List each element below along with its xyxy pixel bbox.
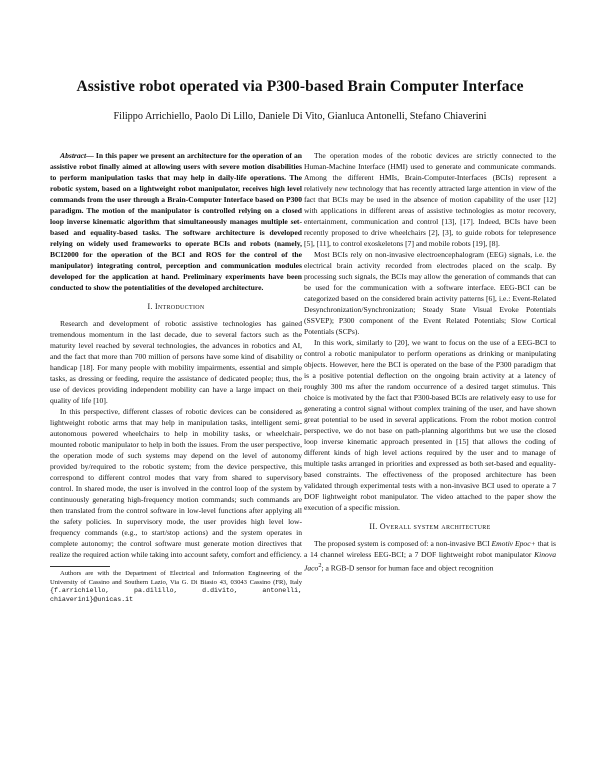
intro-paragraph: In this perspective, different classes of robotic devices can be considered as lightweight robotic arms that may help in manipulation tasks, intelligent semi-autonomous powered wheelchairs to help in mobility tasks, or wheelchair-mounted robotic manipulator to help in both the issues. From the user perspective, the operation mode of such systems may depend on the level of autonomy provided by/required to the robotic system; from the device perspective, this correspond to different control modes that vary from shared to supervisory control. In shared mode, the user is involved in the control loop of the system by continuously generating high-frequency motion commands; such commands are then translated from the control software in low-level functions after applying all the safety policies. In supervisory mode, the user provides high level low-frequency commands (e.g., to start/stop actions) and the system operates in complete autonomy; the control software must generate motion directives that realize the required action while taking into account safety, comfort and efficiency. — [50, 407, 302, 559]
left-column — [50, 150, 302, 604]
overall-paragraph: The proposed system is composed of: a non-invasive BCI Emotiv Epoc+ that is a 14 channel wireless EEG-BCI; a 7 DOF lightweight robot manipulator Kinova Jaco$^2$; a RGB-D sensor for human face and object recognition — [304, 539, 556, 573]
intro-paragraph: Most BCIs rely on non-invasive electroencephalogram (EEG) signals, i.e. the electrical brain activity recorded from electrodes placed on the scalp. By processing such signals, the BCIs may allow the generation of commands that can be used for the communication with a software interface. EEG-BCI can be categorized based on the considered brain activity patterns [6], i.e.: Event-Related Desynchronization/Synchronization; Steady State Visual Evoke Potentials (SSVEP); P300 component of the Event Related Potentials; Slow Cortical Potentials (SCPs). — [304, 250, 556, 336]
abstract-dash: — — [86, 151, 96, 160]
footnote-divider — [50, 566, 110, 567]
paper-authors: Filippo Arrichiello, Paolo Di Lillo, Daniele Di Vito, Gianluca Antonelli, Stefano Chiaverini — [113, 111, 487, 122]
paper-title: Assistive robot operated via P300-based Brain Computer Interface — [76, 78, 524, 95]
abstract-text: In this paper we present an architecture for the operation of an assistive robot finally aimed at allowing users with severe motion disabilities to perform manipulation tasks that may help in daily-life operations. The robotic system, based on a lightweight robot manipulator, receives high level commands from the user through a Brain-Computer Interface based on P300 paradigm. The motion of the manipulator is controlled relying on a closed loop inverse kinematic algorithm that simultaneously manages multiple set-based and equality-based tasks. The software architecture is developed relying on widely used frameworks to operate BCIs and robots (namely, BCI2000 for the operation of the BCI and ROS for the control of the manipulator) integrating control, perception and communication modules developed for the application at hand. Preliminary experiments have been conducted to show the potentialities of the developed architecture. — [50, 151, 303, 292]
footnote-marker: 2 — [318, 562, 322, 569]
author-affiliation-footnote: Authors are with the Department of Electrical and Information Engineering of the University of Cassino and Southern Lazio, Via G. Di Biasio 43, 03043 Cassino (FR), Italy {f.arrichiello, pa.dilillo, d.divito, antonelli, chiaverini}@unicas.it — [50, 570, 302, 603]
intro-paragraph: The operation modes of the robotic devices are strictly connected to the Human-Machine Interface (HMI) used to generate and communicate commands. Among the different HMIs, Brain-Computer-Interfaces (BCIs) represent a relatively new technology that has recently attracted large attention in view of the fact that BCIs may be used in the absence of motion capability of the user [12] with applications in different areas of assistive technologies as motor recovery, entertainment, communication and control [13], [17]. Indeed, BCIs have been recently proposed to drive wheelchairs [2], [3], to guide robots for telepresence [5], [11], to control exoskeletons [7] and mobile robots [19], [8]. — [304, 151, 556, 248]
intro-paragraph: In this work, similarly to [20], we want to focus on the use of a EEG-BCI to control a robotic manipulator to perform operations as drinking or manipulating objects. However, here the BCI is operated on the base of the P300 paradigm that is a positive potential deflection on the ongoing brain activity at a latency of roughly 300 ms after the random occurrence of a desired target stimulus. This choice is motivated by the fact that P300-based BCIs are relatively easy to use for generating a control signal without complex training of the user, and have shown great potential to be used in several applications. From the robot motion control perspective, we do not base on path-planning algorithms but we use the closed loop inverse kinematic approach presented in [15] that allows the coding of different kinds of high level actions required by the user and to manage of multiple tasks arranged in priorities and expressed as both set-based and equality-based constraints. The effectiveness of the proposed architecture has been validated through experimental tests with a non-invasive BCI used to operate a 7 DOF lightweight robot manipulator. The video attached to the paper show the execution of a specific mission. — [304, 338, 556, 512]
intro-paragraph: Research and development of robotic assistive technologies has gained tremendous momentum in the last decade, due to several factors such as the maturity level reached by several technologies, the advances in robotics and AI, and the fact that more than 700 million of persons have some kind of disability or handicap [18]. For many people with mobility impairments, essential and simple tasks, as dressing or feeding, require the assistance of dedicated people; thus, the use of devices providing independent mobility can have a large impact on their quality of life [10]. — [50, 319, 302, 405]
abstract-label: Abstract — [60, 151, 87, 160]
author-emails: {f.arrichiello, pa.dilillo, d.divito, antonelli, chiaverini}@unicas.it — [50, 587, 302, 603]
abstract — [50, 150, 302, 293]
product-name: Emotiv Epoc+ — [491, 539, 536, 548]
product-name: Kinova Jaco — [304, 550, 556, 573]
right-column — [304, 150, 556, 574]
section-heading-introduction: I. Introduction — [147, 302, 205, 311]
section-heading-overall-architecture: II. Overall system architecture — [369, 522, 491, 531]
